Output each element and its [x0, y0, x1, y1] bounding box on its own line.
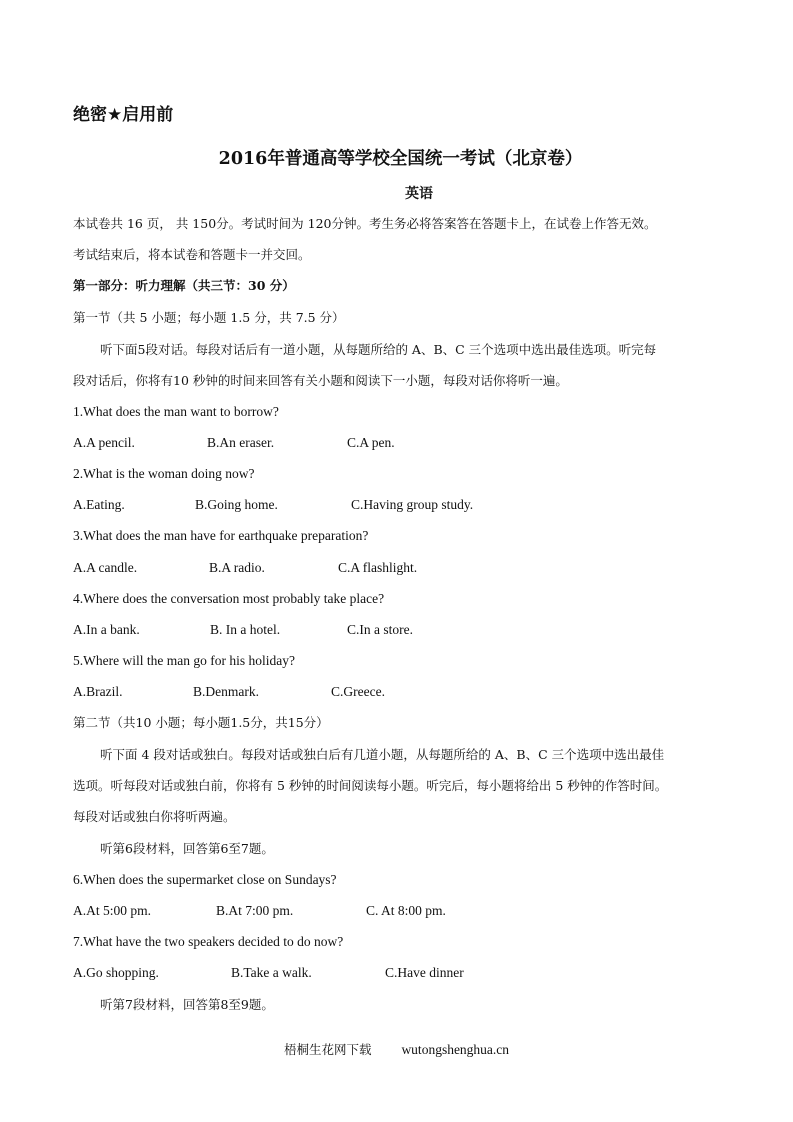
option-c: C.In a store. [347, 622, 413, 637]
section2-directions-line-3: 每段对话或独白你将听两遍。 [73, 809, 236, 824]
option-b: B.An eraser. [207, 435, 275, 450]
option-a: A.A candle. [73, 560, 138, 575]
question-stem: 3.What does the man have for earthquake preparation? [73, 528, 369, 543]
option-b: B.Denmark. [193, 684, 259, 699]
material-7-instruction: 听第7段材料，回答第8至9题。 [100, 997, 274, 1012]
option-b: B.Going home. [195, 497, 278, 512]
instructions-line-2: 考试结束后，将本试卷和答题卡一并交回。 [73, 247, 311, 262]
subject-title: 英语 [405, 186, 433, 202]
question-stem: 4.Where does the conversation most probably take place? [73, 591, 385, 606]
option-c: C.Having group study. [351, 497, 474, 512]
section2-heading: 第二节（共10 小题；每小题1.5分，共15分） [73, 715, 329, 730]
option-a: A.In a bank. [73, 622, 140, 637]
option-c: C.Have dinner [385, 965, 464, 980]
exam-title: 2016年普通高等学校全国统一考试（北京卷） [218, 149, 583, 169]
question-stem: 1.What does the man want to borrow? [73, 404, 279, 419]
question-stem: 6.When does the supermarket close on Sundays? [73, 872, 337, 887]
option-a: A.A pencil. [73, 435, 135, 450]
question-stem: 7.What have the two speakers decided to do now? [73, 934, 344, 949]
option-b: B.At 7:00 pm. [216, 903, 294, 918]
section2-directions-line-2: 选项。听每段对话或独白前，你将有 5 秒钟的时间阅读每小题。听完后，每小题将给出 5 秒钟的作答时间。 [73, 778, 668, 793]
option-b: B.Take a walk. [231, 965, 312, 980]
option-a: A.Go shopping. [73, 965, 159, 980]
option-a: A.Brazil. [73, 684, 123, 699]
question-stem: 2.What is the woman doing now? [73, 466, 255, 481]
option-c: C. At 8:00 pm. [366, 903, 446, 918]
section1-heading: 第一节（共 5 小题；每小题 1.5 分，共 7.5 分） [73, 310, 345, 325]
option-c: C.A pen. [347, 435, 395, 450]
section1-directions-line-2: 段对话后，你将有10 秒钟的时间来回答有关小题和阅读下一小题，每段对话你将听一遍。 [73, 373, 568, 388]
section2-directions-line-1: 听下面 4 段对话或独白。每段对话或独白后有几道小题，从每题所给的 A、B、C 三个选项中选出最佳 [100, 747, 665, 762]
question-stem: 5.Where will the man go for his holiday? [73, 653, 295, 668]
option-b: B. In a hotel. [210, 622, 281, 637]
option-b: B.A radio. [209, 560, 265, 575]
option-a: A.At 5:00 pm. [73, 903, 152, 918]
footer-site-url[interactable]: wutongshenghua.cn [401, 1042, 510, 1057]
part1-heading: 第一部分：听力理解（共三节：30 分） [73, 278, 295, 293]
footer-site-name: 梧桐生花网下载 [283, 1042, 372, 1057]
secret-mark: 绝密★启用前 [73, 105, 174, 125]
material-6-instruction: 听第6段材料，回答第6至7题。 [100, 841, 274, 856]
instructions-line-1: 本试卷共 16 页， 共 150分。考试时间为 120分钟。考生务必将答案答在答题卡上，在试卷上作答无效。 [73, 216, 657, 231]
option-c: C.A flashlight. [338, 560, 418, 575]
option-a: A.Eating. [73, 497, 125, 512]
option-c: C.Greece. [331, 684, 385, 699]
page-footer [0, 1042, 793, 1058]
section1-directions-line-1: 听下面5段对话。每段对话后有一道小题，从每题所给的 A、B、C 三个选项中选出最佳选项。听完每 [100, 342, 657, 357]
